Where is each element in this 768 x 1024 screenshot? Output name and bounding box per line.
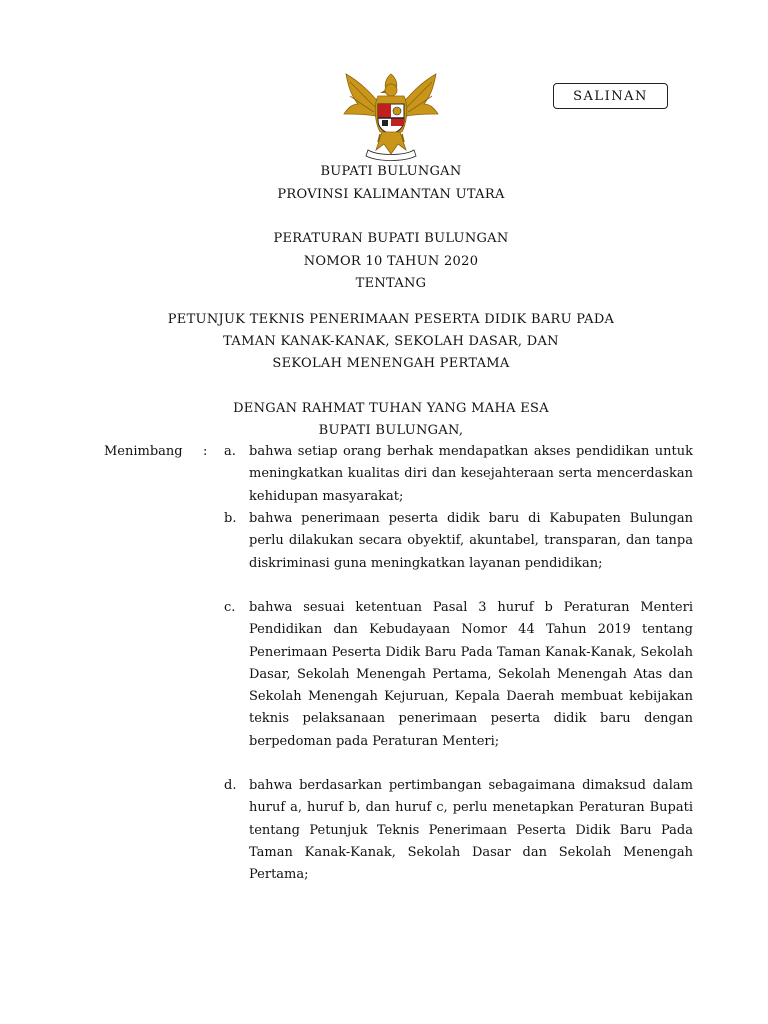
subject-line-1: PETUNJUK TEKNIS PENERIMAAN PESERTA DIDIK BARU PADA	[167, 312, 615, 327]
subject-line-2: TAMAN KANAK-KANAK, SEKOLAH DASAR, DAN	[223, 334, 559, 349]
considering-colon: :	[203, 444, 208, 459]
province-heading: PROVINSI KALIMANTAN UTARA	[277, 187, 505, 202]
garuda-emblem-icon	[336, 70, 446, 162]
regulation-about: TENTANG	[355, 276, 427, 291]
invocation-line-1: DENGAN RAHMAT TUHAN YANG MAHA ESA	[233, 401, 549, 416]
regulation-title: PERATURAN BUPATI BULUNGAN	[273, 231, 509, 246]
item-marker: c.	[224, 600, 236, 615]
regulation-number: NOMOR 10 TAHUN 2020	[303, 254, 479, 269]
item-text: bahwa berdasarkan pertimbangan sebagaimana dimaksud dalam huruf a, huruf b, dan huruf c, perlu menetapkan Peraturan Bupati tentang Petunjuk Teknis Penerimaan Peserta Didik Baru Pada Taman Kanak-Kanak, Sekolah Dasar dan Sekolah Menengah Pertama;	[249, 778, 693, 883]
item-text: bahwa setiap orang berhak mendapatkan akses pendidikan untuk meningkatkan kualitas diri dan kesejahteraan serta mencerdaskan kehidupan masyarakat;	[249, 444, 693, 504]
item-text: bahwa sesuai ketentuan Pasal 3 huruf b Peraturan Menteri Pendidikan dan Kebudayaan Nomor 44 Tahun 2019 tentang Penerimaan Peserta Didik Baru Pada Taman Kanak-Kanak, Sekolah Dasar, Sekolah Menengah Pertama, Sekolah Menengah Atas dan Sekolah Menengah Kejuruan, Kepala Daerah membuat kebijakan teknis pelaksanaan penerimaan peserta didik baru dengan berpedoman pada Peraturan Menteri;	[249, 600, 693, 749]
item-marker: a.	[224, 444, 236, 459]
invocation-line-2: BUPATI BULUNGAN,	[318, 423, 464, 438]
item-marker: d.	[224, 778, 237, 793]
subject-line-3: SEKOLAH MENENGAH PERTAMA	[272, 356, 510, 371]
regent-heading: BUPATI BULUNGAN	[320, 164, 462, 179]
item-text: bahwa penerimaan peserta didik baru di Kabupaten Bulungan perlu dilakukan secara obyektif, akuntabel, transparan, dan tanpa diskriminasi guna meningkatkan layanan pendidikan;	[249, 511, 693, 571]
copy-stamp: SALINAN	[553, 83, 668, 109]
considering-label: Menimbang	[104, 444, 183, 459]
item-marker: b.	[224, 511, 237, 526]
